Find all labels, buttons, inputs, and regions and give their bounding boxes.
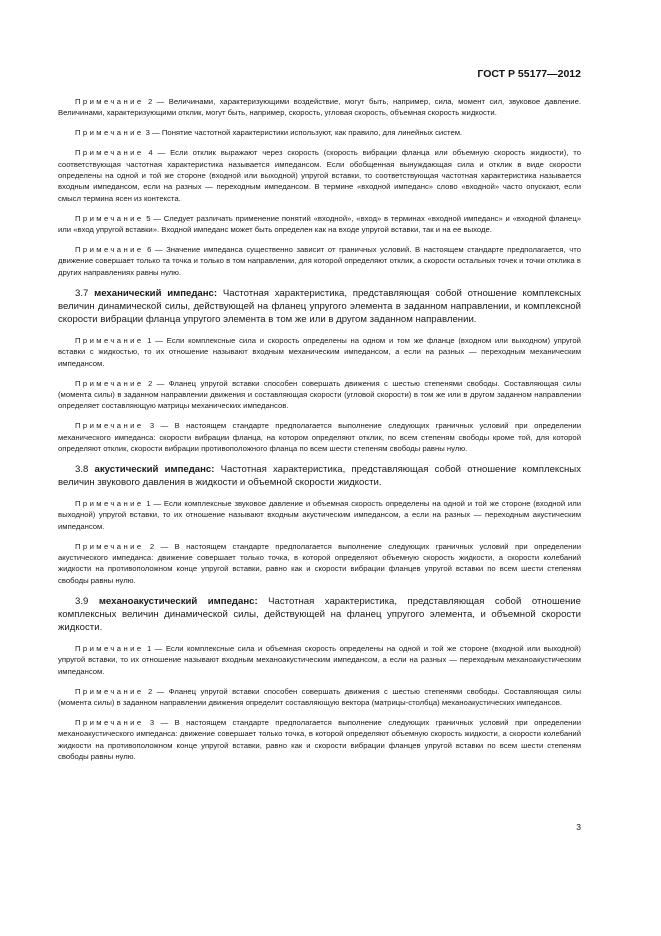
note-label: Примечание xyxy=(75,643,144,653)
note-text: Понятие частотной характеристики используют, как правило, для линейных систем. xyxy=(161,128,463,138)
note-number: 3 xyxy=(149,717,155,727)
document-header: ГОСТ Р 55177—2012 xyxy=(477,68,581,80)
note-number: 2 xyxy=(147,378,153,388)
note-paragraph: Примечание 2 — Фланец упругой вставки способен совершать движения с шестью степенями свободы. Составляющая силы (момента силы) в заданном направлении движения определит составляющую вектора (матрицы-столбца) механоакустических импедансов. xyxy=(58,686,581,707)
term-definition xyxy=(58,287,581,326)
note-paragraph: Примечание 3 — Понятие частотной характеристики используют, как правило, для линейных систем. xyxy=(75,128,463,138)
note-label: Примечание xyxy=(75,686,144,696)
term-name: механоакустический импеданс: xyxy=(98,595,258,607)
note-text: Если комплексные звуковое давление и объемная скорость определены на одной и той же стороне (входной или выходной) упругой вставки, то их отношение называют входным акустическим импедансом, а если на разных — переходным акустическим импедансом. xyxy=(58,498,581,531)
note-paragraph: Примечание 1 — Если комплексные сила и объемная скорость определены на одной и той же стороне (входной или выходной) упругой вставки, то их отношение называют входным механоакустическим импедансом, а если на разных — переходным механоакустическим импедансом. xyxy=(58,643,581,676)
term-text: Частотная характеристика, представляющая собой отношение комплексных величин динамической силы, действующей на фланец упругого элемента в заданном направлении, и комплексной скорости вибрации фланца упругого элемента в том же или в другом заданном направлении. xyxy=(58,287,582,325)
note-number: 3 xyxy=(149,421,155,431)
note-text: В настоящем стандарте предполагается выполнение следующих граничных условий при определении механоакустического импеданса: движение совершает только точка, в которой определяют объемную скорость жидкости, а скорости колебаний жидкости на противоположном конце упругой вставки, равно как и скорости вибрации фланцев упругой вставки по всем шести степеням свободы равны нулю. xyxy=(58,717,581,762)
note-text: Фланец упругой вставки способен совершать движения с шестью степенями свободы. Составляющая силы (момента силы) в заданном направлении движения определит составляющую вектора (матрицы-столбца) механоакустических импедансов. xyxy=(58,686,581,707)
note-text: Фланец упругой вставки способен совершать движения с шестью степенями свободы. Составляющая силы (момента силы) в заданном направлении движения и составляющая скорости (угловой скорости) в том же или в другом заданном направлении определяет составляющую матрицы механических импедансов. xyxy=(58,378,581,411)
term-definition xyxy=(58,463,581,489)
note-paragraph: Примечание 6 — Значение импеданса существенно зависит от граничных условий. В настоящем стандарте предполагается, что движение совершает только та точка и только в том направлении, для которой определяют отклик, а скорости остальных точек и точки отклика в других направлениях равны нулю. xyxy=(58,245,581,277)
note-number: 3 xyxy=(145,128,150,138)
note-text: В настоящем стандарте предполагается выполнение следующих граничных условий при определении механического импеданса: скорости вибрации фланца, на котором определяют отклик, по всем степеням свободы кроме той, для которой определяют отклик, скорости вибрации противоположного фланца по всем шести степеням свободы равны нулю. xyxy=(58,421,581,454)
note-text: Величинами, характеризующими воздействие, могут быть, например, сила, момент сил, звуковое давление. Величинами, характеризующими отклик, могут быть, например, скорость, угловая скорость, объемная скорость жидкости. xyxy=(58,97,581,118)
note-label: Примечание xyxy=(75,97,144,106)
note-label: Примечание xyxy=(75,717,144,727)
term-definition xyxy=(58,595,581,634)
note-text: В настоящем стандарте предполагается выполнение следующих граничных условий при определении акустического импеданса: движение совершает только точка, в которой определяют объемную скорость жидкости, а скорости колебаний жидкости на противоположном конце упругой вставки, равно как и скорости вибрации фланцев упругой вставки по всем шести степеням свободы равны нулю. xyxy=(58,541,581,585)
note-paragraph: Примечание 5 — Следует различать применение понятий «входной», «вход» в терминах «входной импеданс» и «входной фланец» или «вход упругой вставки». Входной импеданс может быть определен как на входе упругой вставки, так и на ее выходе. xyxy=(58,213,581,235)
note-paragraph: Примечание 2 — В настоящем стандарте предполагается выполнение следующих граничных условий при определении акустического импеданса: движение совершает только точка, в которой определяют объемную скорость жидкости, а скорости колебаний жидкости на противоположном конце упругой вставки, равно как и скорости вибрации фланцев упругой вставки по всем шести степеням свободы равны нулю. xyxy=(58,541,581,585)
note-label: Примечание xyxy=(75,335,144,345)
note-text: Если отклик выражают через скорость (скорость вибрации фланца или объемную скорость жидкости), то соответствующая частотная характеристика называется импедансом. Если обобщенная вынуждающая сила и отклик в виде скорости определены на одной и той же стороне (входной или выходной) упругой вставки, то соответствующая частотная характеристика называется входным импедансом, если на разных — переходным импедансом. В термине «входной импеданс» слово «входной» часто опускают, если смысл термина ясен из контекста. xyxy=(58,148,581,203)
note-label: Примечание xyxy=(75,128,144,138)
document-body xyxy=(58,96,581,771)
note-number: 5 xyxy=(146,213,151,223)
term-name: механический импеданс: xyxy=(94,287,218,299)
note-label: Примечание xyxy=(75,498,144,508)
term-text: Частотная характеристика, представляющая собой отношение комплексных величин звукового давления в жидкости и объемной скорости жидкости. xyxy=(58,463,582,488)
note-label: Примечание xyxy=(75,245,144,255)
note-number: 6 xyxy=(147,245,152,255)
note-paragraph: Примечание 3 — В настоящем стандарте предполагается выполнение следующих граничных условий при определении механического импеданса: скорости вибрации фланца, на котором определяют отклик, по всем степеням свободы кроме той, для которой определяют отклик, скорости вибрации противоположного фланца по всем шести степеням свободы равны нулю. xyxy=(58,421,581,454)
note-label: Примечание xyxy=(75,213,144,223)
note-label: Примечание xyxy=(75,541,144,551)
note-label: Примечание xyxy=(75,148,144,158)
note-paragraph: Примечание 3 — В настоящем стандарте предполагается выполнение следующих граничных условий при определении механоакустического импеданса: движение совершает только точка, в которой определяют объемную скорость жидкости, а скорости колебаний жидкости на противоположном конце упругой вставки, равно как и скорости вибрации фланцев упругой вставки по всем шести степеням свободы равны нулю. xyxy=(58,717,581,762)
note-text: Если комплексные сила и скорость определены на одном и том же фланце (входном или выходном) упругой вставки с жидкостью, то их отношение называют входным механическим импедансом, а если на разных — переходным механическим импедансом. xyxy=(58,335,581,368)
note-text: Если комплексные сила и объемная скорость определены на одной и той же стороне (входной или выходной) упругой вставки, то их отношение называют входным механоакустическим импедансом, а если на разных — переходным механоакустическим импедансом. xyxy=(58,643,581,676)
note-paragraph: Примечание 1 — Если комплексные сила и скорость определены на одном и том же фланце (входном или выходном) упругой вставки с жидкостью, то их отношение называют входным механическим импедансом, а если на разных — переходным механическим импедансом. xyxy=(58,335,581,368)
note-number: 2 xyxy=(149,541,155,551)
note-label: Примечание xyxy=(75,378,144,388)
term-number: 3.9 xyxy=(75,595,89,607)
note-number: 1 xyxy=(146,643,152,653)
term-number: 3.7 xyxy=(75,287,89,299)
term-number: 3.8 xyxy=(75,463,89,475)
note-number: 1 xyxy=(146,498,151,508)
note-number: 2 xyxy=(147,97,153,106)
note-number: 2 xyxy=(147,686,153,696)
term-text: Частотная характеристика, представляющая собой отношение комплексных величин динамической силы, действующей на фланец упругого элемента, и объемной скорости жидкости. xyxy=(58,595,581,633)
note-paragraph: Примечание 4 — Если отклик выражают через скорость (скорость вибрации фланца или объемную скорость жидкости), то соответствующая частотная характеристика называется импедансом. Если обобщенная вынуждающая сила и отклик в виде скорости определены на одной и той же стороне (входной или выходной) упругой вставки, то соответствующая частотная характеристика называется входным импедансом, если на разных — переходным импедансом. В термине «входной импеданс» слово «входной» часто опускают, если смысл термина ясен из контекста. xyxy=(58,148,581,203)
page-number: 3 xyxy=(576,822,581,832)
note-paragraph: Примечание 1 — Если комплексные звуковое давление и объемная скорость определены на одной и той же стороне (входной или выходной) упругой вставки, то их отношение называют входным акустическим импедансом, а если на разных — переходным акустическим импедансом. xyxy=(58,498,581,531)
note-number: 4 xyxy=(148,148,153,158)
note-number: 1 xyxy=(147,335,152,345)
note-text: Следует различать применение понятий «входной», «вход» в терминах «входной импеданс» и «входной фланец» или «вход упругой вставки». Входной импеданс может быть определен как на входе упругой вставки, так и на ее выходе. xyxy=(58,213,581,235)
note-paragraph: Примечание 2 — Величинами, характеризующими воздействие, могут быть, например, сила, момент сил, звуковое давление. Величинами, характеризующими отклик, могут быть, например, скорость, угловая скорость, объемная скорость жидкости. xyxy=(58,97,581,118)
note-paragraph: Примечание 2 — Фланец упругой вставки способен совершать движения с шестью степенями свободы. Составляющая силы (момента силы) в заданном направлении движения и составляющая скорости (угловой скорости) в том же или в другом заданном направлении определяет составляющую матрицы механических импедансов. xyxy=(58,378,581,411)
term-name: акустический импеданс: xyxy=(94,463,215,475)
note-text: Значение импеданса существенно зависит от граничных условий. В настоящем стандарте предполагается, что движение совершает только та точка и только в том направлении, для которой определяют отклик, а скорости остальных точек и точки отклика в других направлениях равны нулю. xyxy=(58,245,581,277)
note-label: Примечание xyxy=(75,421,144,431)
